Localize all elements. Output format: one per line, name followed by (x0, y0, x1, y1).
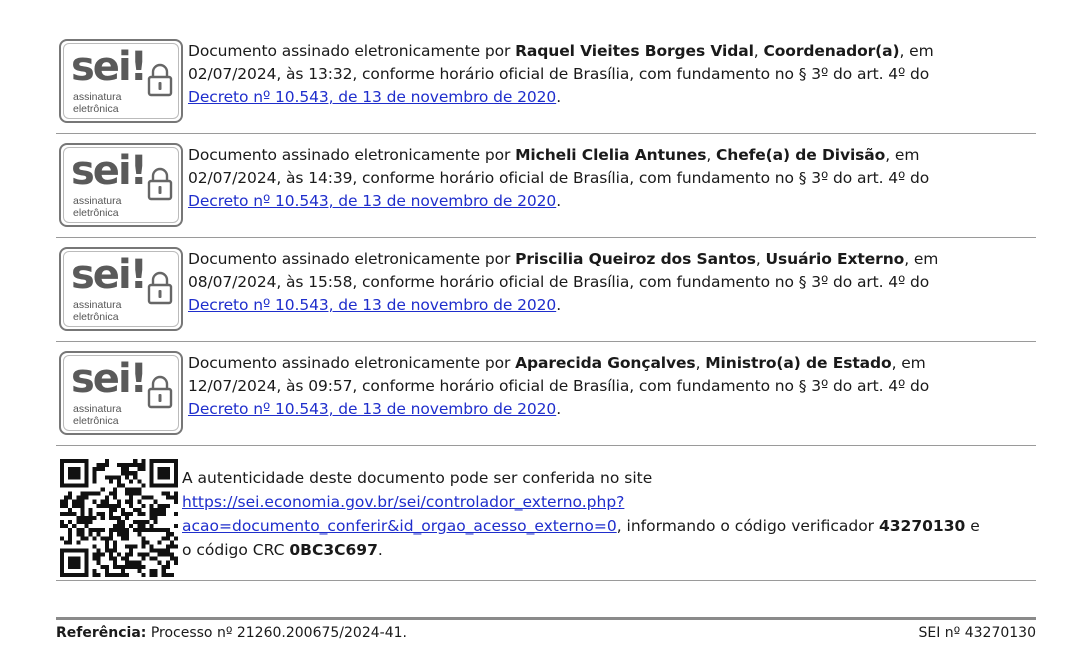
sei-seal-icon (59, 39, 183, 123)
seal-word: sei! (71, 44, 146, 90)
signature-text: Documento assinado eletronicamente por Micheli Clelia Antunes, Chefe(a) de Divisão, em 02/07/2024, às 14:39, conforme horário oficial de Brasília, com fundamento no § 3º do art. 4º do Decreto nº 10.543, de 13 de novembro de 2020. (188, 146, 930, 210)
lock-icon (147, 271, 173, 305)
decree-link[interactable]: Decreto nº 10.543, de 13 de novembro de 2020 (188, 88, 557, 106)
sei-seal-icon (59, 247, 183, 331)
signature-block (56, 346, 1036, 446)
signature-text: Documento assinado eletronicamente por Priscilia Queiroz dos Santos, Usuário Externo, em 08/07/2024, às 15:58, conforme horário oficial de Brasília, com fundamento no § 3º do art. 4º do Decreto nº 10.543, de 13 de novembro de 2020. (188, 250, 939, 314)
sei-seal-icon (59, 143, 183, 227)
signer-role: Usuário Externo (765, 250, 905, 268)
signer-name: Priscilia Queiroz dos Santos (515, 250, 756, 268)
signer-role: Ministro(a) de Estado (705, 354, 892, 372)
signer-name: Aparecida Gonçalves (515, 354, 696, 372)
decree-link[interactable]: Decreto nº 10.543, de 13 de novembro de 2020 (188, 192, 557, 210)
qr-code-icon (60, 459, 178, 577)
lock-icon (147, 63, 173, 97)
crc-code: 0BC3C697 (289, 541, 378, 559)
seal-caption: assinatura eletrônica (73, 403, 122, 427)
lock-icon (147, 167, 173, 201)
signer-role: Coordenador(a) (763, 42, 900, 60)
signature-text: Documento assinado eletronicamente por Raquel Vieites Borges Vidal, Coordenador(a), em 02/07/2024, às 13:32, conforme horário oficial de Brasília, com fundamento no § 3º do art. 4º do Decreto nº 10.543, de 13 de novembro de 2020. (188, 42, 934, 106)
verification-text: A autenticidade deste documento pode ser conferida no site https://sei.economia.gov.br/sei/controlador_externo.php? acao=documento_conferir&id_orgao_acesso_externo=0, informando o código verificador 43270130 e o código CRC 0BC3C697. (182, 469, 980, 559)
verification-url-link-cont[interactable]: acao=documento_conferir&id_orgao_acesso_externo=0 (182, 517, 617, 535)
signature-block (56, 138, 1036, 238)
signer-role: Chefe(a) de Divisão (715, 146, 886, 164)
signer-name: Micheli Clelia Antunes (515, 146, 707, 164)
sei-number: SEI nº 43270130 (918, 625, 1036, 641)
lock-icon (147, 375, 173, 409)
sei-seal-icon (59, 351, 183, 435)
verifier-code: 43270130 (878, 517, 966, 535)
process-reference: Referência: Processo nº 21260.200675/2024-41. (56, 625, 407, 641)
footer-divider (56, 617, 1036, 620)
verification-url-link[interactable]: https://sei.economia.gov.br/sei/controlador_externo.php? (182, 493, 625, 511)
decree-link[interactable]: Decreto nº 10.543, de 13 de novembro de 2020 (188, 400, 557, 418)
verification-block (56, 449, 1036, 581)
seal-word: sei! (71, 356, 146, 402)
seal-word: sei! (71, 148, 146, 194)
signature-block (56, 34, 1036, 134)
decree-link[interactable]: Decreto nº 10.543, de 13 de novembro de 2020 (188, 296, 557, 314)
signature-block (56, 242, 1036, 342)
signer-name: Raquel Vieites Borges Vidal (515, 42, 754, 60)
seal-word: sei! (71, 252, 146, 298)
signature-text: Documento assinado eletronicamente por Aparecida Gonçalves, Ministro(a) de Estado, em 12/07/2024, às 09:57, conforme horário oficial de Brasília, com fundamento no § 3º do art. 4º do Decreto nº 10.543, de 13 de novembro de 2020. (188, 354, 930, 418)
seal-caption: assinatura eletrônica (73, 299, 122, 323)
seal-caption: assinatura eletrônica (73, 91, 122, 115)
seal-caption: assinatura eletrônica (73, 195, 122, 219)
